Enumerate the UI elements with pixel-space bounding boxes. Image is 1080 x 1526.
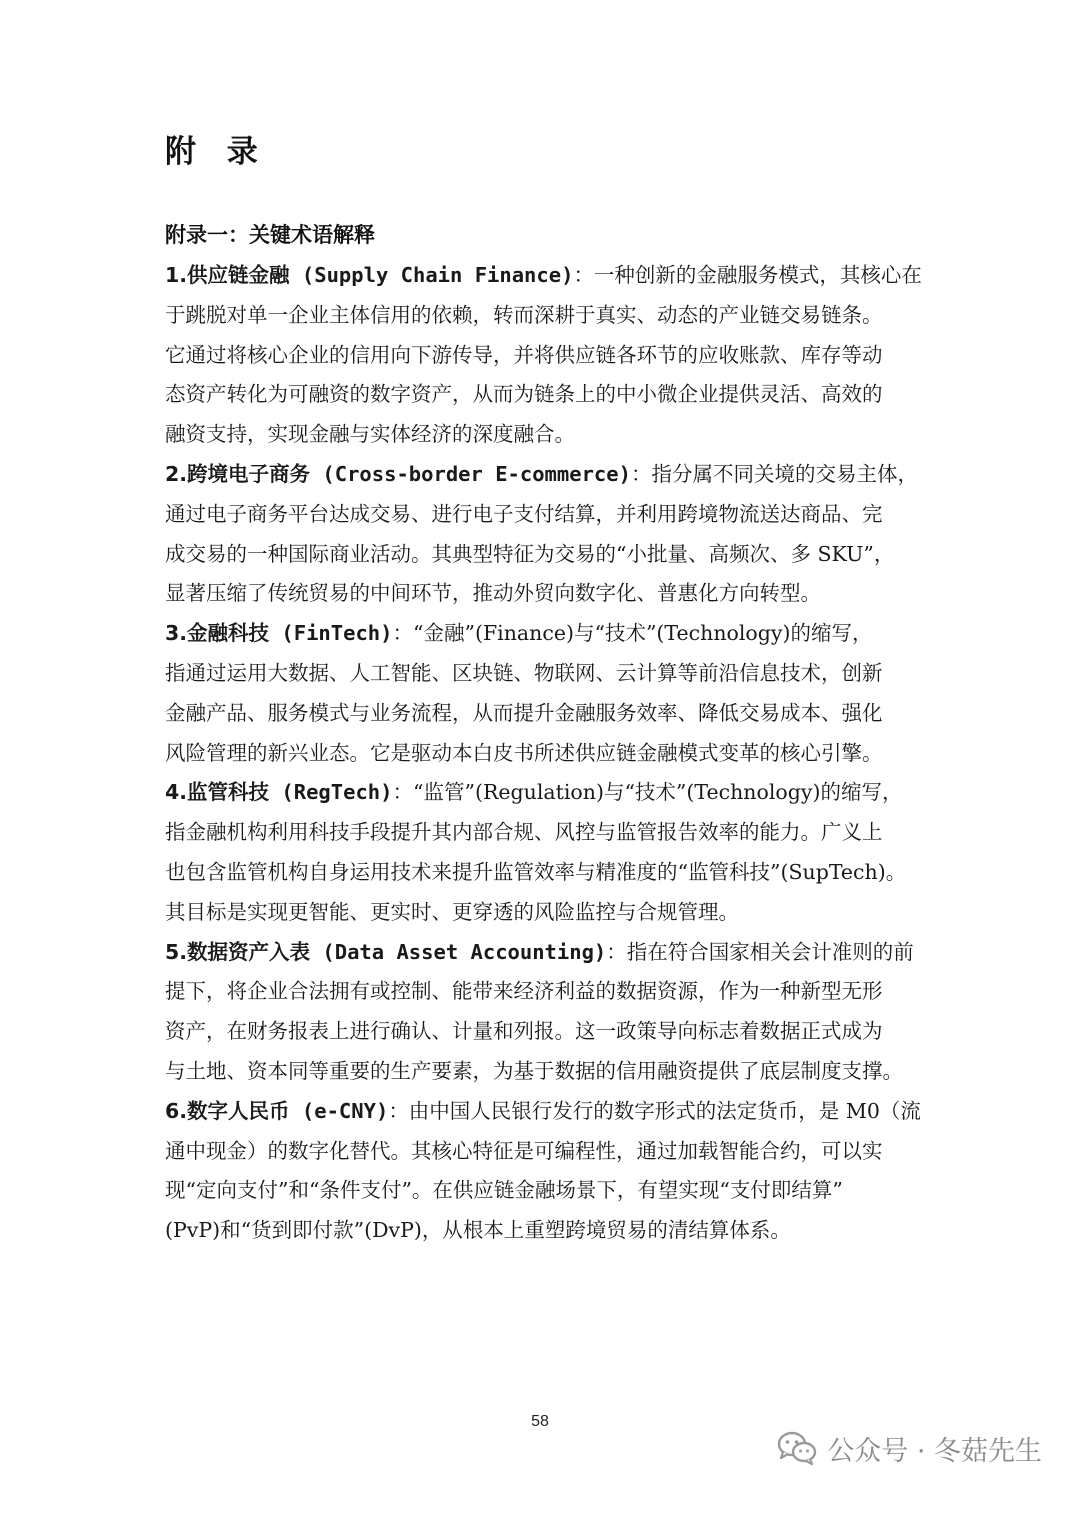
entry-line <box>165 734 923 774</box>
entry-line <box>165 574 923 614</box>
glossary-body <box>165 256 923 1251</box>
entry-text: 金融产品、服务模式与业务流程，从而提升金融服务效率、降低交易成本、强化 <box>165 700 883 725</box>
entry-text: 它通过将核心企业的信用向下游传导，并将供应链各环节的应收账款、库存等动 <box>165 342 883 367</box>
entry-term-english: (Cross-border E-commerce) <box>310 461 631 486</box>
entry-text: 于跳脱对单一企业主体信用的依赖，转而深耕于真实、动态的产业链交易链条。 <box>165 302 883 327</box>
entry-line <box>165 933 923 973</box>
entry-text: 其目标是实现更智能、更实时、更穿透的风险监控与合规管理。 <box>165 899 739 924</box>
entry-line <box>165 694 923 734</box>
entry-line <box>165 256 923 296</box>
entry-line <box>165 375 923 415</box>
entry-term: 6.数字人民币 <box>165 1098 290 1123</box>
entry-line <box>165 773 923 813</box>
entry-line <box>165 455 923 495</box>
entry-term: 3.金融科技 <box>165 621 270 646</box>
entry-term-english: (Supply Chain Finance) <box>289 263 574 287</box>
page-title: 附 录 <box>165 134 268 170</box>
entry-line <box>165 336 923 376</box>
entry-text: ：指在符合国家相关会计准则的前 <box>606 939 914 964</box>
entry-term-english: (FinTech) <box>269 621 393 646</box>
entry-line <box>165 1211 923 1251</box>
entry-text: ：一种创新的金融服务模式，其核心在 <box>573 263 922 287</box>
page-number: 58 <box>531 1413 549 1430</box>
glossary-entry <box>165 773 923 932</box>
watermark <box>777 1424 1042 1472</box>
watermark-text: 公众号 · 冬菇先生 <box>827 1435 1042 1467</box>
entry-text: ：“金融”(Finance)与“技术”(Technology)的缩写， <box>392 621 873 646</box>
entry-line <box>165 614 923 654</box>
entry-line <box>165 1052 923 1092</box>
entry-text: 态资产转化为可融资的数字资产，从而为链条上的中小微企业提供灵活、高效的 <box>165 382 883 407</box>
entry-line <box>165 296 923 336</box>
entry-line <box>165 972 923 1012</box>
glossary-entry <box>165 256 923 455</box>
glossary-entry <box>165 933 923 1092</box>
entry-text: 也包含监管机构自身运用技术来提升监管效率与精准度的“监管科技”(SupTech)。 <box>165 859 907 884</box>
entry-term-english: (e-CNY) <box>289 1098 389 1123</box>
entry-term: 2.跨境电子商务 <box>165 461 311 486</box>
entry-text: 现“定向支付”和“条件支付”。在供应链金融场景下，有望实现“支付即结算” <box>165 1178 843 1203</box>
entry-text: 指金融机构利用科技手段提升其内部合规、风控与监管报告效率的能力。广义上 <box>165 820 883 845</box>
entry-line <box>165 495 923 535</box>
entry-text: 资产，在财务报表上进行确认、计量和列报。这一政策导向标志着数据正式成为 <box>165 1019 883 1044</box>
entry-term: 1.供应链金融 <box>165 263 290 287</box>
entry-text: 与土地、资本同等重要的生产要素，为基于数据的信用融资提供了底层制度支撑。 <box>165 1058 903 1083</box>
entry-line <box>165 1171 923 1211</box>
entry-term-english: (Data Asset Accounting) <box>310 939 607 964</box>
entry-text: 显著压缩了传统贸易的中间环节，推动外贸向数字化、普惠化方向转型。 <box>165 581 821 606</box>
entry-text: 提下，将企业合法拥有或控制、能带来经济利益的数据资源，作为一种新型无形 <box>165 979 883 1004</box>
entry-text: 风险管理的新兴业态。它是驱动本白皮书所述供应链金融模式变革的核心引擎。 <box>165 740 883 765</box>
entry-line <box>165 415 923 455</box>
entry-text: 成交易的一种国际商业活动。其典型特征为交易的“小批量、高频次、多 SKU”， <box>165 541 895 566</box>
entry-text: ：指分属不同关境的交易主体， <box>630 461 918 486</box>
entry-line <box>165 1012 923 1052</box>
entry-text: (PvP)和“货到即付款”(DvP)，从根本上重塑跨境贸易的清结算体系。 <box>165 1218 791 1243</box>
entry-text: 指通过运用大数据、人工智能、区块链、物联网、云计算等前沿信息技术，创新 <box>165 660 883 685</box>
entry-line <box>165 893 923 933</box>
entry-text: ：由中国人民银行发行的数字形式的法定货币，是 M0（流 <box>388 1098 921 1123</box>
glossary-entry <box>165 1092 923 1251</box>
entry-text: 融资支持，实现金融与实体经济的深度融合。 <box>165 422 575 447</box>
entry-text: 通中现金）的数字化替代。其核心特征是可编程性，通过加载智能合约，可以实 <box>165 1138 883 1163</box>
entry-term: 5.数据资产入表 <box>165 939 311 964</box>
entry-line <box>165 1092 923 1132</box>
entry-line <box>165 1132 923 1172</box>
entry-text: ：“监管”(Regulation)与“技术”(Technology)的缩写， <box>392 780 903 805</box>
entry-term-english: (RegTech) <box>269 780 393 805</box>
entry-line <box>165 654 923 694</box>
entry-text: 通过电子商务平台达成交易、进行电子支付结算，并利用跨境物流送达商品、完 <box>165 501 883 526</box>
glossary-entry <box>165 455 923 614</box>
entry-line <box>165 535 923 575</box>
glossary-entry <box>165 614 923 773</box>
section-heading: 附录一：关键术语解释 <box>165 222 375 247</box>
entry-line <box>165 813 923 853</box>
wechat-icon <box>777 1430 817 1466</box>
entry-term: 4.监管科技 <box>165 780 270 805</box>
entry-line <box>165 853 923 893</box>
